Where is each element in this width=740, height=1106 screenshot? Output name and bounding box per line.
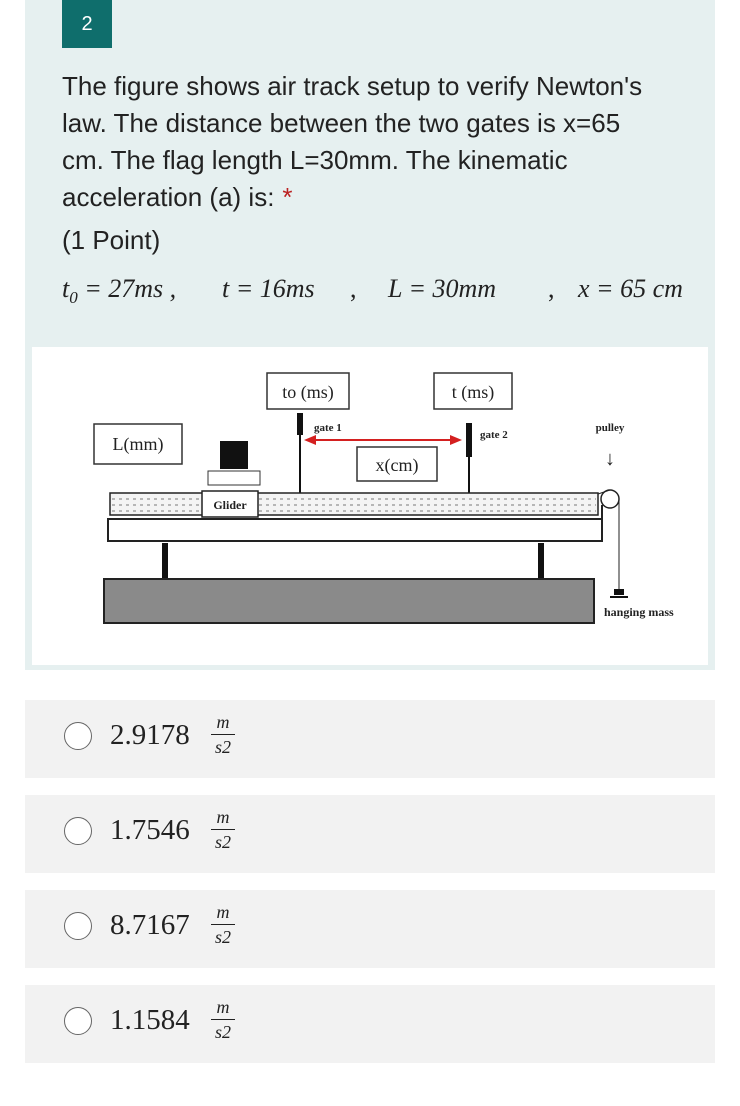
pulley-wheel (601, 490, 619, 508)
question-points: (1 Point) (62, 225, 161, 255)
option-4-unit (211, 997, 235, 1042)
gate1-label: gate 1 (314, 422, 342, 434)
xcm-label: x(cm) (375, 455, 419, 475)
question-text-body: The figure shows air track setup to verify Newton's law. The distance between the two gates is x=65 cm. The flag length L=30mm. The kinematic acceleration (a) is: (62, 71, 643, 212)
formula-l: L = 30mm (388, 274, 497, 303)
formula-comma-1: , (350, 274, 357, 303)
gate2-sensor (466, 423, 472, 457)
to-label: to (ms) (282, 382, 334, 402)
option-3-unit-numerator: m (216, 902, 230, 922)
air-track-diagram (32, 347, 708, 665)
answer-option-4[interactable] (25, 985, 715, 1063)
option-1-unit-numerator: m (216, 712, 230, 732)
option-2-unit-denominator: s2 (214, 832, 231, 852)
air-track-figure (32, 347, 708, 665)
track-leg-right (538, 543, 544, 579)
formula-t0-subscript: 0 (69, 288, 78, 308)
hanging-mass-block (614, 589, 624, 595)
option-3-value: 8.7167 (110, 909, 190, 941)
option-2-unit-numerator: m (216, 807, 230, 827)
answer-option-2[interactable] (25, 795, 715, 873)
radio-button-option-4[interactable] (64, 1007, 92, 1035)
glider-label: Glider (213, 498, 247, 512)
option-3-unit (211, 902, 235, 947)
gate2-label: gate 2 (480, 429, 508, 441)
gate1-sensor (297, 413, 303, 435)
answer-option-3[interactable] (25, 890, 715, 968)
air-track-rail (110, 493, 598, 515)
formula-t0 (62, 274, 176, 308)
track-base (108, 519, 602, 541)
table (104, 579, 594, 623)
option-1-value: 2.9178 (110, 719, 190, 751)
formula-comma-2: , (548, 274, 555, 303)
formula-t0-symbol: t (62, 274, 70, 303)
answer-option-1[interactable] (25, 700, 715, 778)
glider-top (208, 471, 260, 485)
formula-t: t = 16ms (222, 274, 315, 303)
option-3-unit-denominator: s2 (214, 927, 231, 947)
pulley-label: pulley (595, 422, 625, 434)
radio-button-option-2[interactable] (64, 817, 92, 845)
track-leg-left (162, 543, 168, 579)
option-2-value: 1.7546 (110, 814, 190, 846)
hanging-mass-label: hanging mass (604, 605, 674, 619)
question-text (62, 68, 662, 216)
given-values (62, 274, 712, 314)
glider-flag (220, 441, 248, 469)
option-1-unit (211, 712, 235, 757)
option-1-unit-denominator: s2 (214, 737, 231, 757)
t-label: t (ms) (451, 382, 495, 402)
formula-x: x = 65 cm (578, 274, 683, 303)
pulley-arrow-icon: ↓ (605, 448, 615, 470)
option-4-value: 1.1584 (110, 1004, 190, 1036)
option-4-unit-numerator: m (216, 997, 230, 1017)
radio-button-option-3[interactable] (64, 912, 92, 940)
formula-t0-value: = 27ms , (77, 274, 177, 303)
radio-button-option-1[interactable] (64, 722, 92, 750)
question-number-badge: 2 (62, 0, 112, 48)
option-2-unit (211, 807, 235, 852)
required-marker: * (282, 182, 293, 212)
option-4-unit-denominator: s2 (214, 1022, 231, 1042)
lmm-label: L(mm) (112, 434, 164, 454)
